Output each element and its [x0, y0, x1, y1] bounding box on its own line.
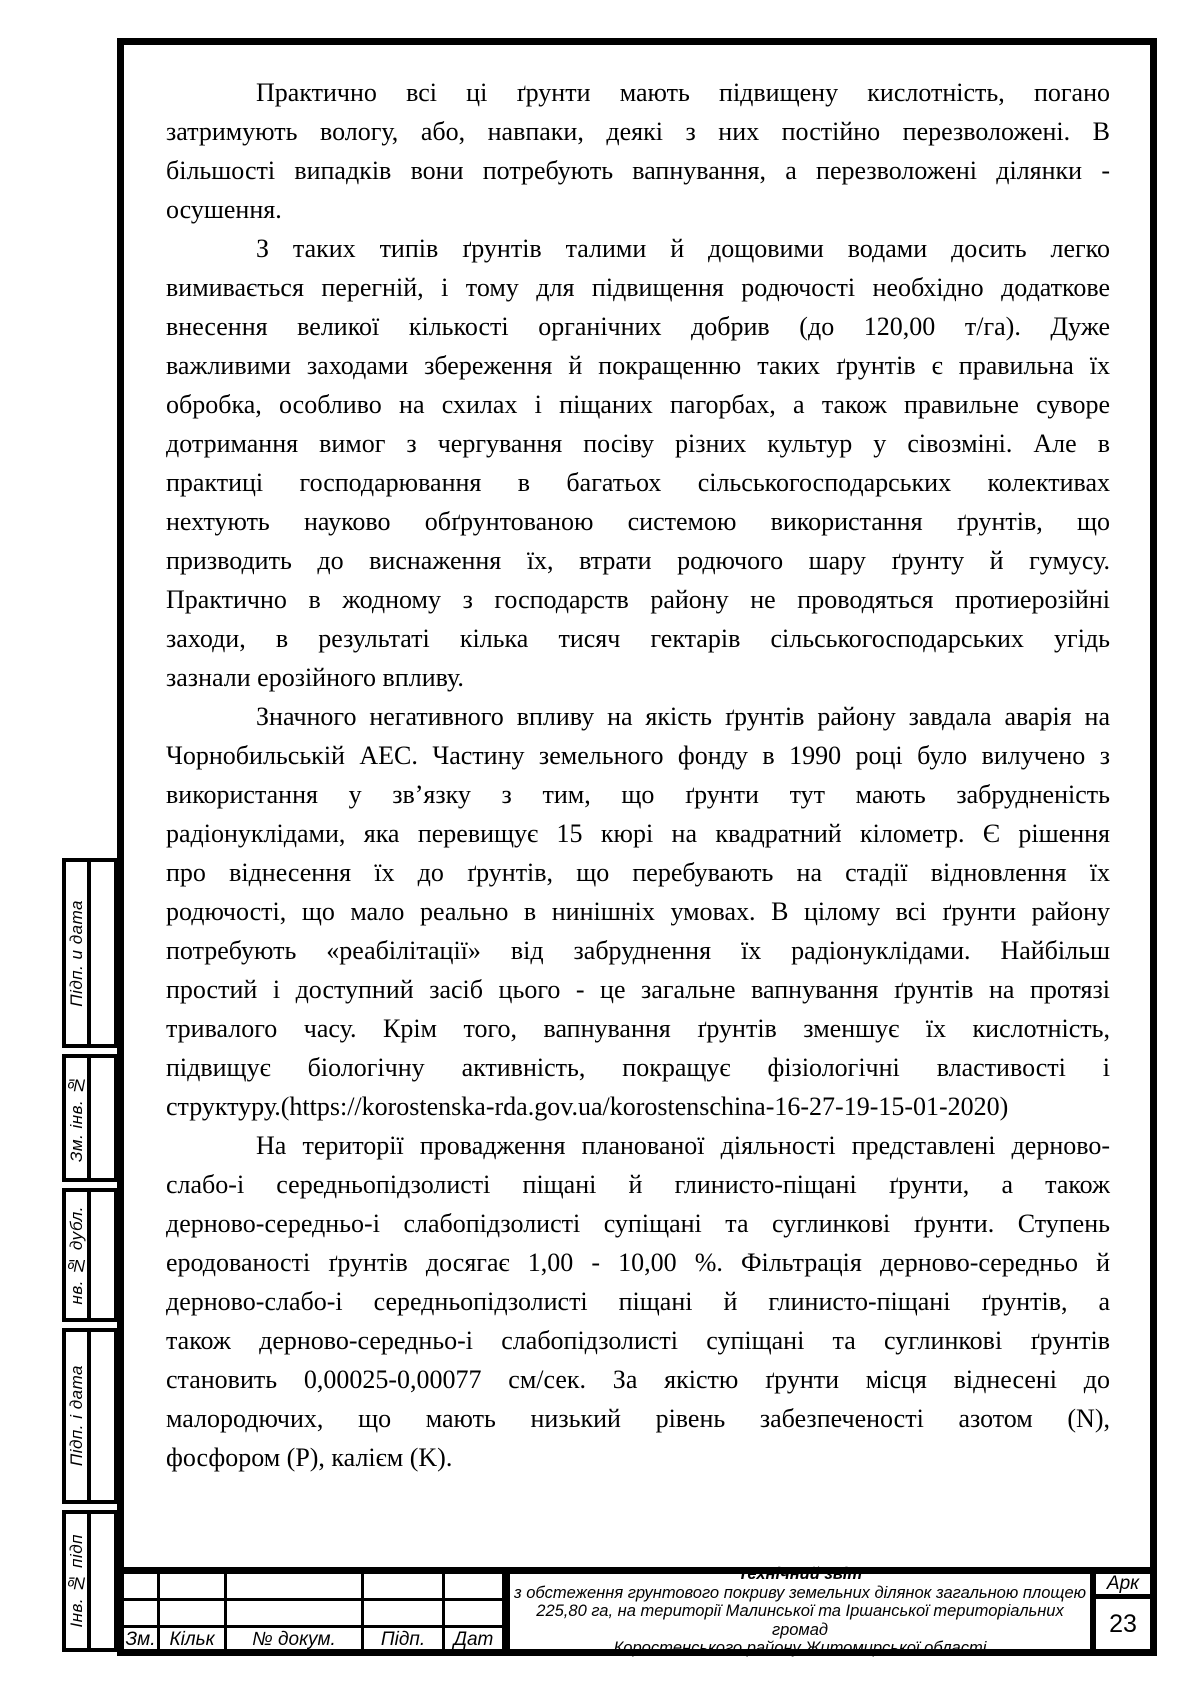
sidebar-label-cell [66, 1058, 91, 1178]
sidebar-label: Інв. № підп [66, 1534, 86, 1628]
report-title: Технічний звіт [737, 1565, 863, 1584]
frame-left-sidebar [62, 858, 118, 1652]
revision-cell-empty [159, 1574, 226, 1600]
text-line: використання у зв’язку з тим, що ґрунти тут мають забрудненість [166, 780, 1110, 809]
sidebar-section-inv-no-dubl [62, 1188, 118, 1322]
revision-header-kilk: Кільк [159, 1627, 226, 1654]
sidebar-section-podp-i-data-1 [62, 858, 118, 1048]
text-line: структуру.(https://korostenska-rda.gov.ua/korostenschina-16-27-19-15-01-2020) [166, 1092, 1009, 1121]
text-line: Чорнобильській АЕС. Частину земельного фонду в 1990 році було вилучено з [166, 741, 1110, 770]
text-line: осушення. [166, 195, 282, 224]
sidebar-label: Зм. інв. № [66, 1074, 86, 1162]
text-line: більшості випадків вони потребують вапнування, а перезволожені ділянки - [166, 156, 1110, 185]
document-body [124, 45, 1150, 1567]
text-line: простий і доступний засіб цього - це загальне вапнування ґрунтів на протязі [166, 975, 1110, 1004]
revision-row [124, 1600, 504, 1627]
revision-header-zm: Зм. [124, 1627, 159, 1654]
revision-row [124, 1574, 504, 1600]
report-subtitle-line-1: з обстеження грунтового покриву земельних ділянок загальною площею [513, 1583, 1087, 1602]
text-line: дотримання вимог з чергування посіву різних культур у сівозміні. Але в [166, 429, 1110, 458]
text-line: становить 0,00025-0,00077 см/сек. За якістю ґрунти місця віднесені до [166, 1365, 1110, 1394]
title-block [124, 1565, 1150, 1658]
sidebar-label-cell [66, 1332, 91, 1500]
text-line: обробка, особливо на схилах і піщаних пагорбах, а також правильне суворе [166, 390, 1110, 419]
revision-cell-empty [363, 1600, 444, 1627]
text-line: вимивається перегній, і тому для підвищення родючості необхідно додаткове [166, 273, 1110, 302]
sidebar-label: нв. № дубл. [66, 1205, 86, 1305]
sidebar-label-cell [66, 1514, 91, 1648]
revision-cell-empty [226, 1600, 363, 1627]
text-line: На території провадження планованої діяльності представлені дерново- [256, 1131, 1110, 1160]
text-line: призводить до виснаження їх, втрати родючого шару ґрунту й гумусу. [166, 546, 1110, 575]
text-line: еродованості ґрунтів досягає 1,00 - 10,00 %. Фільтрація дерново-середньо й [166, 1248, 1110, 1277]
sidebar-empty-cell [91, 1514, 114, 1648]
revision-cell-empty [226, 1574, 363, 1600]
revision-header-row [124, 1627, 504, 1654]
sidebar-empty-cell [91, 1192, 114, 1318]
text-line: слабо-і середньопідзолисті піщані й глинисто-піщані ґрунти, а також [166, 1170, 1110, 1199]
revision-cell-empty [363, 1574, 444, 1600]
text-line: дерново-слабо-і середньопідзолисті піщані й глинисто-піщані ґрунтів, а [166, 1287, 1110, 1316]
text-line: фосфором (P), калієм (K). [166, 1443, 453, 1472]
revision-cell-empty [124, 1600, 159, 1627]
text-line: родючості, що мало реально в нинішніх умовах. В цілому всі ґрунти району [166, 897, 1110, 926]
text-line: потребують «реабілітації» від забруднення їх радіонуклідами. Найбільш [166, 936, 1110, 965]
revision-cell-empty [444, 1600, 504, 1627]
report-subtitle-line-3: Коростенського району Житомирської області [613, 1639, 987, 1658]
sidebar-section-zm-inv-no [62, 1054, 118, 1182]
revision-cell-empty [159, 1600, 226, 1627]
text-line: тривалого часу. Крім того, вапнування ґрунтів зменшує їх кислотність, [166, 1014, 1110, 1043]
revision-header-dokum: № докум. [226, 1627, 363, 1654]
sheet-column [1090, 1574, 1150, 1649]
text-line: Значного негативного впливу на якість ґрунтів району завдала аварія на [256, 702, 1110, 731]
sidebar-empty-cell [91, 1058, 114, 1178]
sidebar-label: Підп. і дата [66, 1365, 86, 1467]
text-line: затримують вологу, або, навпаки, деякі з них постійно перезволожені. В [166, 117, 1110, 146]
text-line: Практично всі ці ґрунти мають підвищену кислотність, погано [256, 78, 1110, 107]
report-subtitle-line-2: 225,80 га, на території Малинської та Іршанської територіальних громад [536, 1602, 1064, 1639]
revision-header-podp: Підп. [363, 1627, 444, 1654]
revision-cell-empty [124, 1574, 159, 1600]
text-line: практиці господарювання в багатьох сільськогосподарських колективах [166, 468, 1110, 497]
text-line: радіонуклідами, яка перевищує 15 кюрі на квадратний кілометр. Є рішення [166, 819, 1110, 848]
text-line: про віднесення їх до ґрунтів, що перебувають на стадії відновлення їх [166, 858, 1110, 887]
text-line: З таких типів ґрунтів талими й дощовими водами досить легко [256, 234, 1110, 263]
text-line: малородючих, що мають низький рівень забезпеченості азотом (N), [166, 1404, 1110, 1433]
sidebar-empty-cell [91, 1332, 114, 1500]
revision-header-dat: Дат [444, 1627, 504, 1654]
text-line: підвищує біологічну активність, покращує фізіологічні властивості і [166, 1053, 1110, 1082]
sidebar-empty-cell [91, 862, 114, 1044]
sheet-label: Арк [1096, 1574, 1150, 1599]
report-title-cell [505, 1565, 1090, 1658]
revision-cell-empty [444, 1574, 504, 1600]
text-line: важливими заходами збереження й покращенню таких ґрунтів є правильна їх [166, 351, 1110, 380]
sidebar-label-cell [66, 862, 91, 1044]
sidebar-section-podp-i-data-2 [62, 1328, 118, 1504]
sheet-page-number: 23 [1109, 1609, 1137, 1638]
text-line: нехтують науково обґрунтованою системою використання ґрунтів, що [166, 507, 1110, 536]
revision-table [124, 1574, 505, 1655]
text-line: також дерново-середньо-і слабопідзолисті супіщані та суглинкові ґрунтів [166, 1326, 1110, 1355]
text-line: заходи, в результаті кілька тисяч гектарів сільськогосподарських угідь [166, 624, 1110, 653]
document-frame [117, 38, 1157, 1656]
text-line: внесення великої кількості органічних добрив (до 120,00 т/га). Дуже [166, 312, 1110, 341]
text-line: Практично в жодному з господарств району не проводяться протиерозійні [166, 585, 1110, 614]
sidebar-label: Підп. и дата [66, 899, 86, 1007]
sidebar-section-inv-no-podp [62, 1510, 118, 1652]
text-line: зазнали ерозійного впливу. [166, 663, 464, 692]
text-line: дерново-середньо-і слабопідзолисті супіщані та суглинкові ґрунти. Ступень [166, 1209, 1110, 1238]
sidebar-label-cell [66, 1192, 91, 1318]
